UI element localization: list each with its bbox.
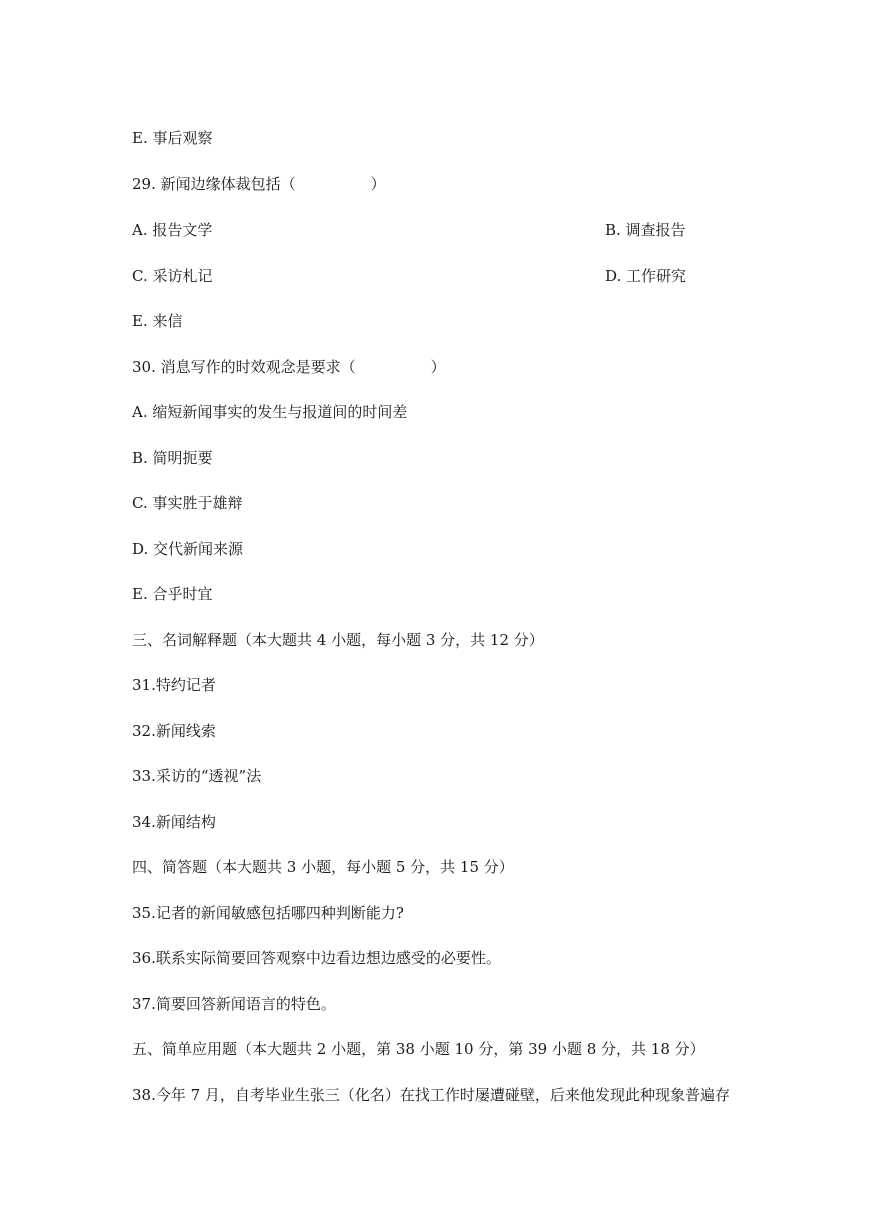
section-4-heading: 四、简答题（本大题共 3 小题，每小题 5 分，共 15 分） [132, 858, 514, 876]
question-35: 35.记者的新闻敏感包括哪四种判断能力? [132, 904, 404, 922]
q29-option-b: B. 调查报告 [605, 221, 686, 239]
question-36: 36.联系实际简要回答观察中边看边想边感受的必要性。 [132, 949, 501, 967]
question-37: 37.简要回答新闻语言的特色。 [132, 995, 336, 1013]
q30-option-a: A. 缩短新闻事实的发生与报道间的时间差 [132, 403, 408, 421]
q29-option-e: E. 来信 [132, 312, 183, 330]
question-38: 38.今年 7 月，自考毕业生张三（化名）在找工作时屡遭碰壁，后来他发现此种现象普遍存 [132, 1086, 730, 1104]
q29-option-a: A. 报告文学 [132, 221, 213, 239]
q30-option-c: C. 事实胜于雄辩 [132, 494, 243, 512]
option-e-q28: E. 事后观察 [132, 129, 213, 147]
q30-option-d: D. 交代新闻来源 [132, 540, 244, 558]
question-32: 32.新闻线索 [132, 722, 216, 740]
question-29: 29. 新闻边缘体裁包括（ ） [132, 175, 386, 193]
q29-option-c: C. 采访札记 [132, 267, 213, 285]
question-31: 31.特约记者 [132, 676, 216, 694]
q30-option-b: B. 简明扼要 [132, 449, 213, 467]
q30-option-e: E. 合乎时宜 [132, 585, 213, 603]
question-33: 33.采访的“透视”法 [132, 767, 262, 785]
section-3-heading: 三、名词解释题（本大题共 4 小题，每小题 3 分，共 12 分） [132, 631, 544, 649]
section-5-heading: 五、简单应用题（本大题共 2 小题，第 38 小题 10 分，第 39 小题 8 分，共 18 分） [132, 1040, 705, 1058]
question-30: 30. 消息写作的时效观念是要求（ ） [132, 358, 446, 376]
question-34: 34.新闻结构 [132, 813, 216, 831]
q29-option-d: D. 工作研究 [605, 267, 687, 285]
